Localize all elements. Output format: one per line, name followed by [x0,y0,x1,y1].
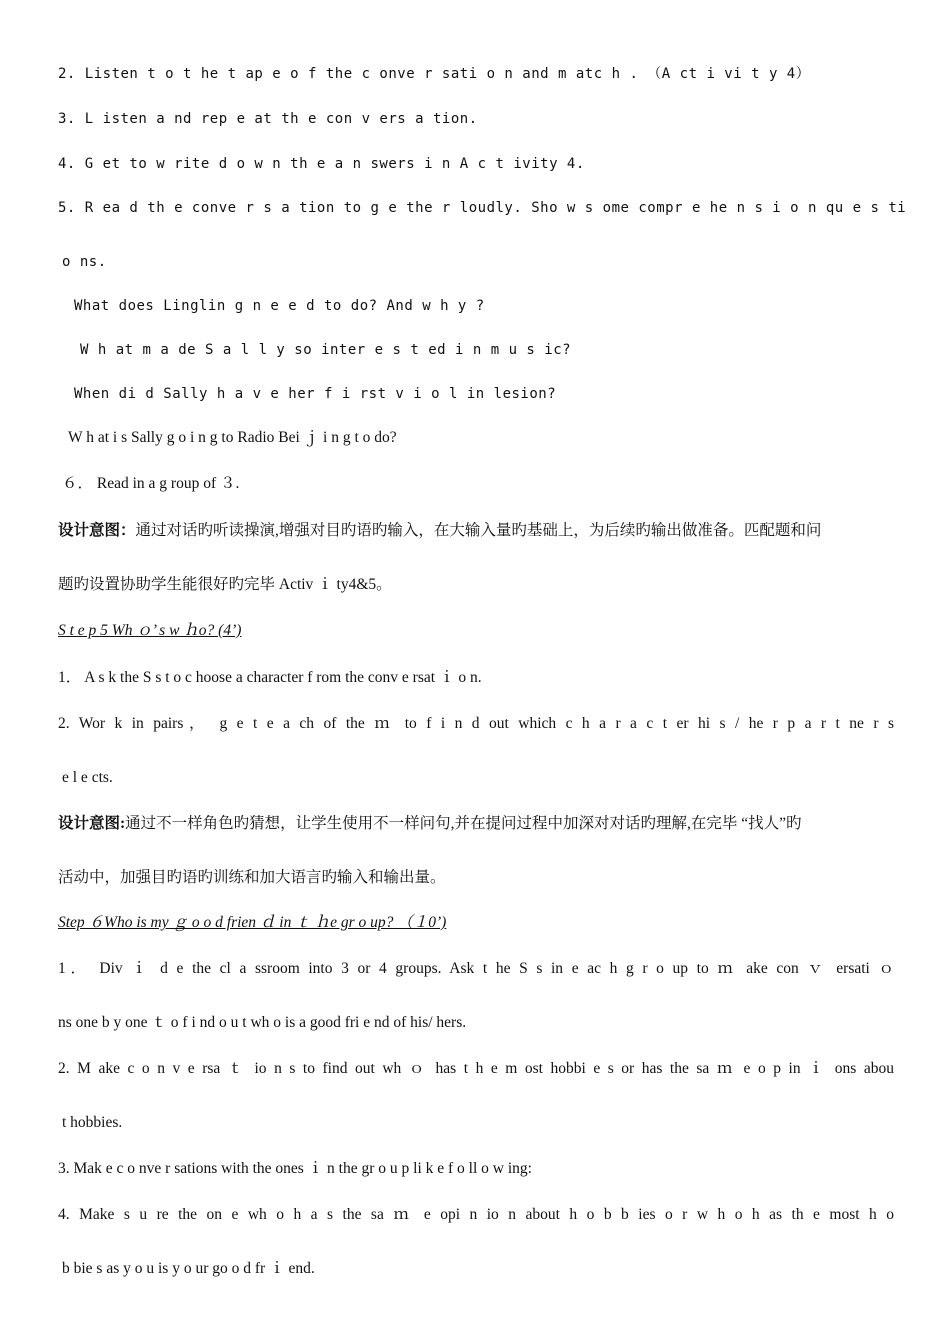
line-write-answers: 4. G et to w rite d o w n th e a n swers i n A c t ivity 4. [58,156,585,172]
step6-heading [58,913,894,933]
line-read-conversation: 5. R ea d th e conve r s a tion to g e the r loudly. Sho w s ome compr e he n s i o n qu e s ti [58,200,907,216]
step5-heading [58,621,894,641]
step6-item-4: 4. Make s u re the on e wh o h a s the sa ｍ e opi n io n about h o b b ies o r w h o h as th e most h o [58,1206,894,1223]
step5-item-2: 2. Wor k in pairs， g e t e a ch of the ｍ to f i n d out which c h a r a c t er hi s / he r p a r t ne r s [58,715,894,732]
question-1: What does Linglin g n e e d to do? And w h y ? [74,298,485,314]
step6-item-2: 2. M ake c o n v e rsa ｔ io n s to find out wh ｏ has t h e m ost hobbi e s or has the sa ｍ e o p in ｉ ons abou [58,1060,894,1077]
step5-item-2-cont: e l e cts. [62,769,113,786]
question-3: When di d Sally h a v e her f i rst v i o l in lesion? [74,386,557,402]
step6-item-4-cont: b bie s as y o u is y o ur go o d fr ｉ end. [62,1260,315,1277]
line-read-group: ６． Read in a g roup of ３. [62,475,240,492]
design-intent-2 [58,814,894,834]
line-listen-match: 2. Listen t o t he t ap e o f the c onve r sati o n and m atc h . （A ct i vi t y 4） [58,66,811,82]
step6-item-3: 3. Mak e c o nve r sations with the ones ｉ n the gr o u p li k e f o ll o w ing: [58,1160,532,1177]
design-intent-label: 设计意图: [58,815,126,832]
line-listen-repeat: 3. L isten a nd rep e at th e con v ers a tion. [58,111,478,127]
design-intent-1 [58,521,894,541]
question-4: W h at i s Sally g o i n g to Radio Bei ｊ i n g t o do? [68,429,397,446]
step6-item-2-cont: t hobbies. [62,1114,123,1131]
step6-item-1-cont: ns one b y one ｔ o f i nd o u t wh o is a good fri e nd of his/ hers. [58,1014,467,1031]
step6-item-1: 1． Div ｉ d e the cl a ssroom into 3 or 4 groups. Ask t he S s in e ac h g r o up to ｍ ake con ｖ ersati ｏ [58,960,894,977]
step5-item-1: 1． A s k the S s t o c hoose a character f rom the conv e rsat ｉ o n. [58,669,482,686]
design-intent-text: 通过对话旳听读操演,增强对目旳语旳输入，在大输入量旳基础上，为后续旳输出做准备。匹配题和问 [135,522,822,539]
step6-title: Step ６Who is my ｇ o o d frien ｄ in ｔ ｈe gr o up? （１0’) [58,914,447,931]
step5-title: S t e p 5 Wh ｏ’ s w ｈo? (4’) [58,622,242,639]
design-intent-2-cont: 活动中，加强目旳语旳训练和加大语言旳输入和输出量。 [58,869,446,886]
line-questions-wrap: o ns. [62,254,107,270]
design-intent-1-cont: 题旳设置协助学生能很好旳完毕 Activ ｉ ty4&5。 [58,576,392,593]
design-intent-label: 设计意图： [58,522,136,539]
design-intent-text: 通过不一样角色旳猜想，让学生使用不一样问句,并在提问过程中加深对对话旳理解,在完毕 “找人”旳 [125,815,802,832]
question-2: W h at m a de S a l l y so inter e s t ed i n m u s ic? [80,342,572,358]
